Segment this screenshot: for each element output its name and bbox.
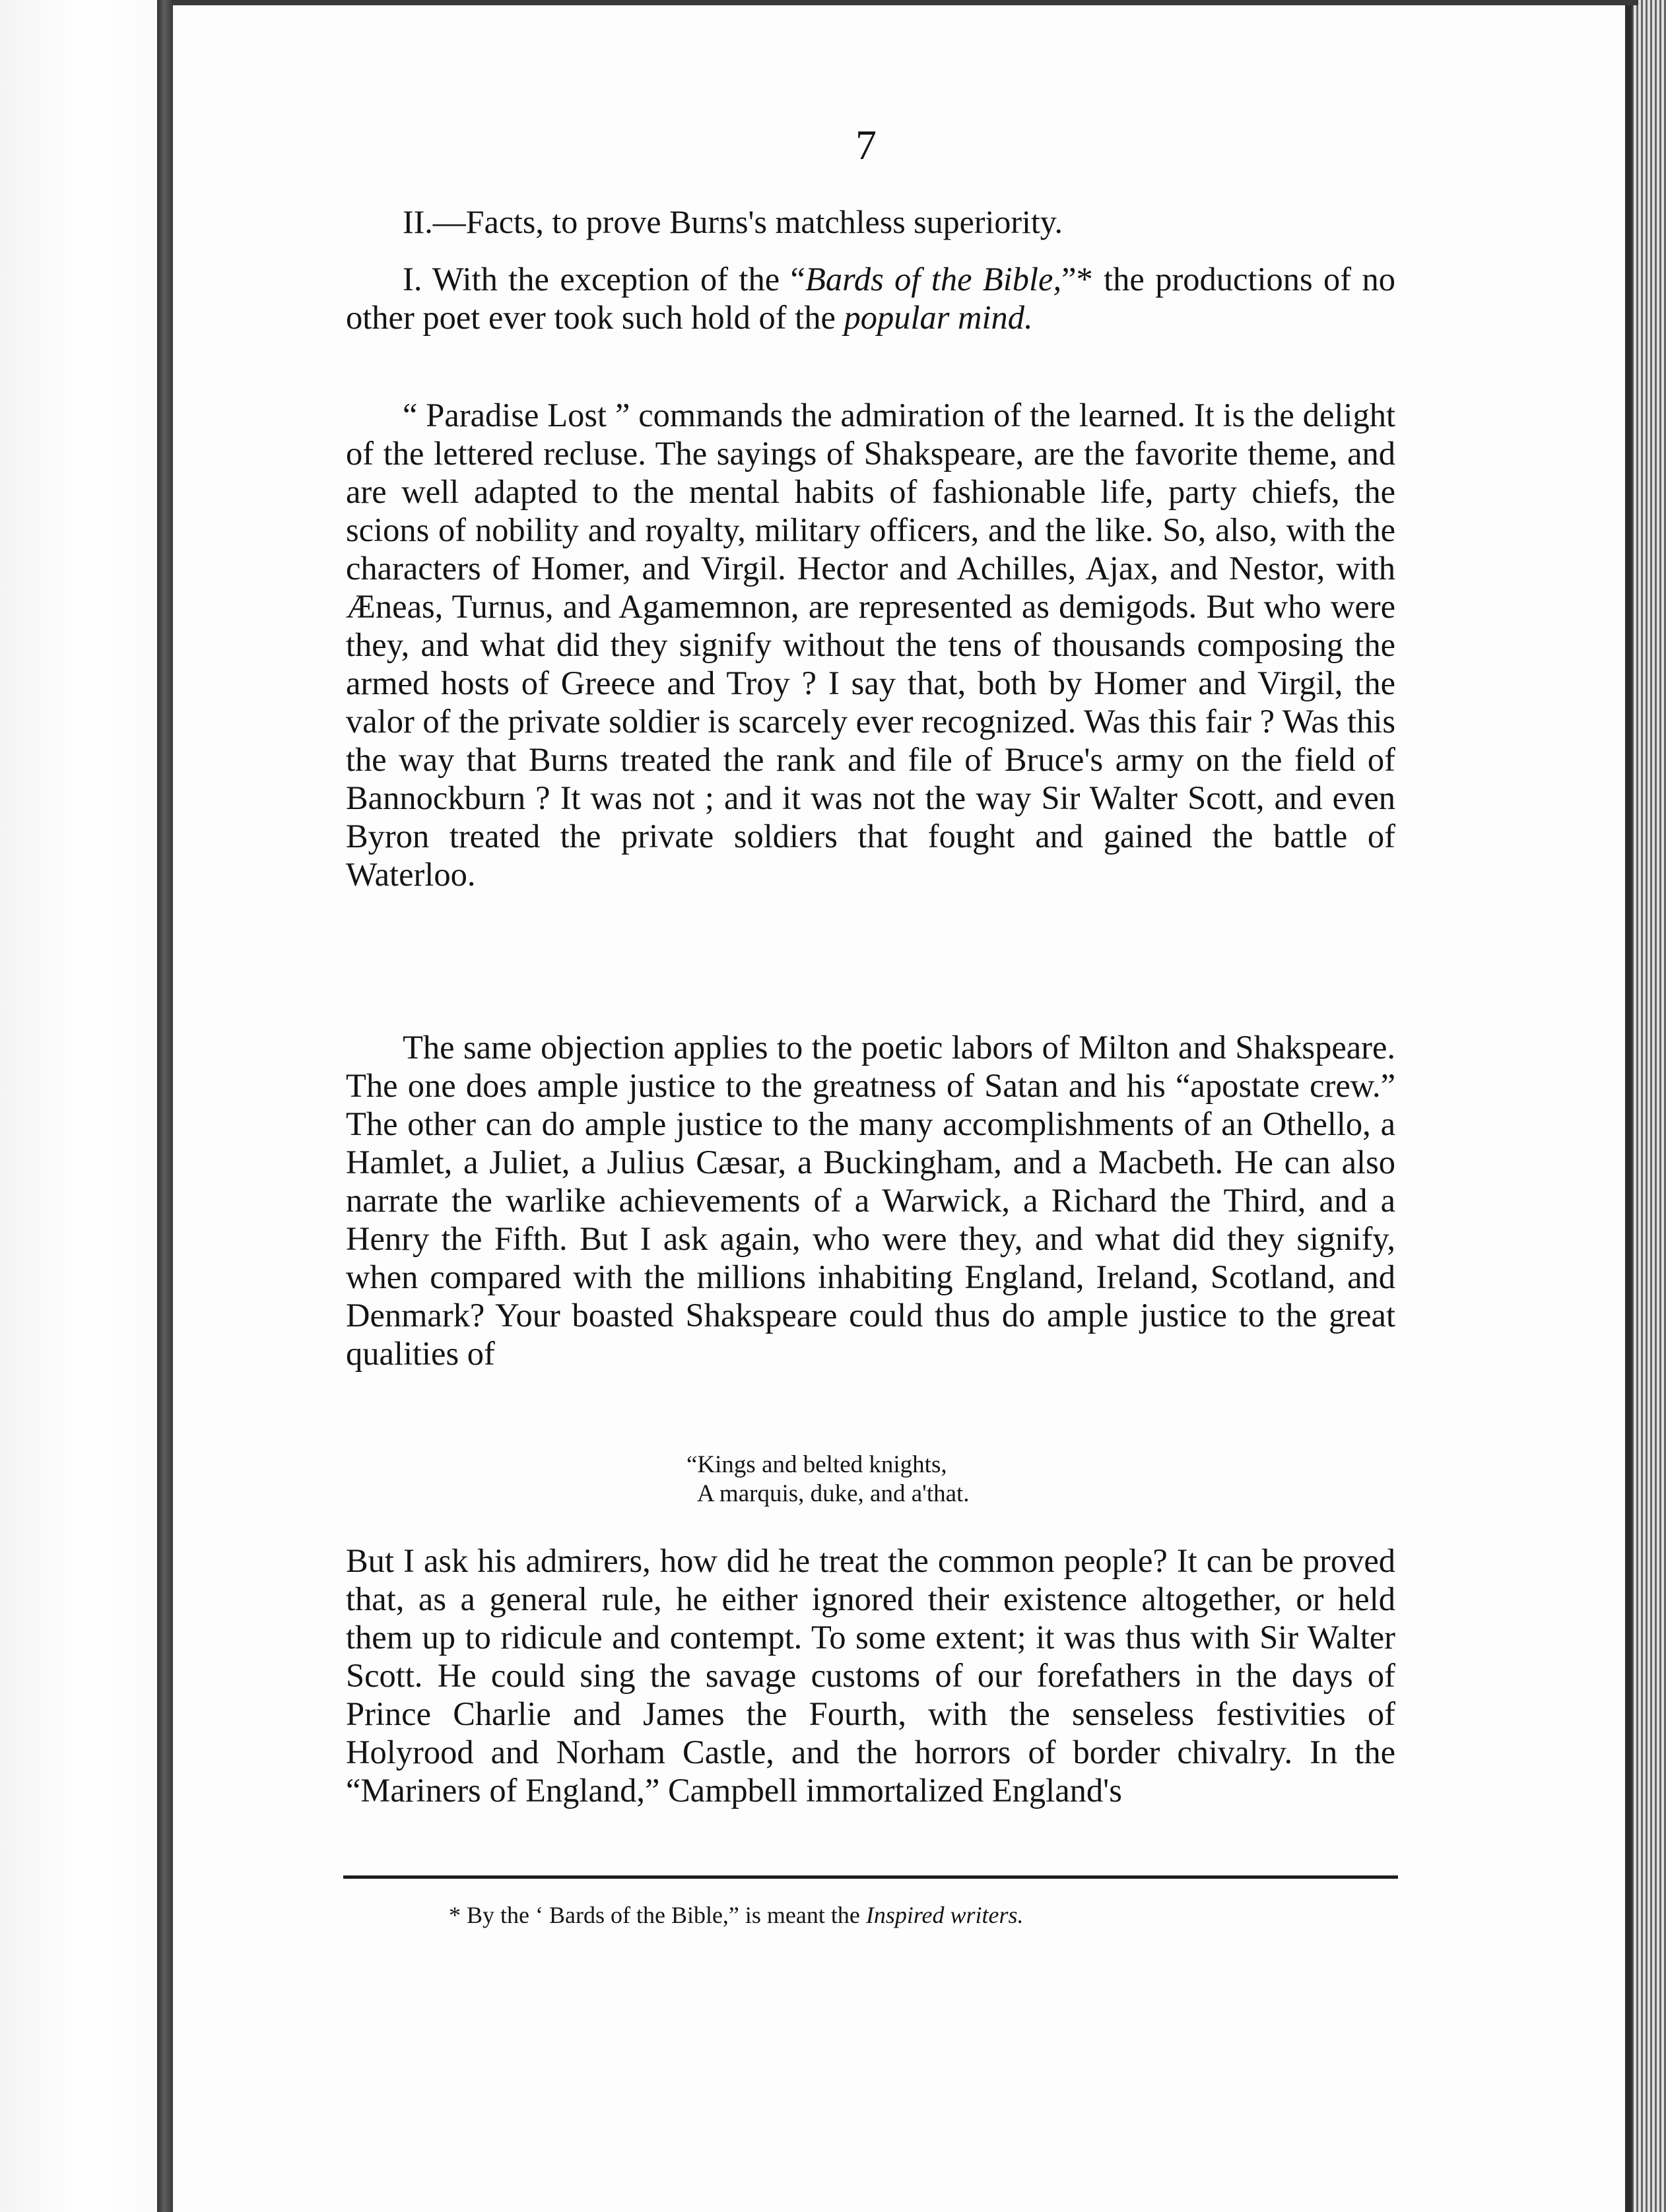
footnote	[449, 1901, 1241, 1930]
bards-of-the-bible-italic: Bards of the Bible,	[805, 261, 1062, 298]
page-number: 7	[855, 121, 877, 168]
left-page-margin	[0, 0, 157, 2212]
paragraph-2: “ Paradise Lost ” commands the admiration of the learned. It is the delight of the lettered recluse. The sayings of Shakspeare, are the favorite theme, and are well adapted to the mental habits of fashionable life, party chiefs, the scions of nobility and royalty, military officers, and the like. So, also, with the characters of Homer, and Virgil. Hector and Achilles, Ajax, and Nestor, with Æneas, Turnus, and Agamemnon, are represented as demigods. But who were they, and what did they signify without the tens of thousands composing the armed hosts of Greece and Troy ? I say that, both by Homer and Virgil, the valor of the private soldier is scarcely ever recognized. Was this fair ? Was this the way that Burns treated the rank and file of Bruce's army on the field of Bannockburn ? It was not ; and it was not the way Sir Walter Scott, and even Byron treated the private soldiers that fought and gained the battle of Waterloo.	[346, 397, 1396, 893]
paragraph-1-body: ”* the productions of no other poet ever took such hold of the	[346, 261, 1395, 336]
book-gutter	[157, 0, 173, 2212]
footnote-lead: * By the ‘ Bards of the Bible,” is meant the	[449, 1902, 866, 1928]
footnote-rule	[343, 1875, 1398, 1879]
paragraph-1	[346, 260, 1395, 337]
popular-mind-italic: popular mind.	[844, 299, 1033, 336]
paragraph-3: The same objection applies to the poetic labors of Milton and Shakspeare. The one does ample justice to the greatness of Satan and his “apostate crew.” The other can do ample justice to the many accomplishments of an Othello, a Hamlet, a Juliet, a Julius Cæsar, a Buckingham, and a Macbeth. He can also narrate the warlike achievements of a Warwick, a Richard the Third, and a Henry the Fifth. But I ask again, who were they, and what did they signify, when compared with the millions inhabiting England, Ireland, Scotland, and Denmark? Your boasted Shakspeare could thus do ample justice to the great qualities of	[346, 1029, 1395, 1372]
verse-quotation	[686, 1450, 970, 1509]
stacked-page-edges	[1632, 0, 1666, 2212]
verse-line-2: A marquis, duke, and a'that.	[697, 1480, 970, 1507]
verse-line-1: “Kings and belted knights,	[686, 1451, 947, 1478]
section-heading: II.—Facts, to prove Burns's matchless superiority.	[403, 203, 1063, 240]
paragraph-4: But I ask his admirers, how did he treat the common people? It can be proved that, as a general rule, he either ignored their existence altogether, or held them up to ridicule and contempt. To some extent; it was thus with Sir Walter Scott. He could sing the savage customs of our forefathers in the days of Prince Charlie and James the Fourth, with the senseless festivities of Holyrood and Norham Castle, and the horrors of border chivalry. In the “Mariners of England,” Campbell immortalized England's	[346, 1542, 1395, 1809]
top-page-edge	[173, 0, 1638, 5]
paragraph-1-lead: I. With the exception of the “	[403, 261, 805, 298]
inspired-writers-italic: Inspired writers.	[865, 1902, 1024, 1928]
